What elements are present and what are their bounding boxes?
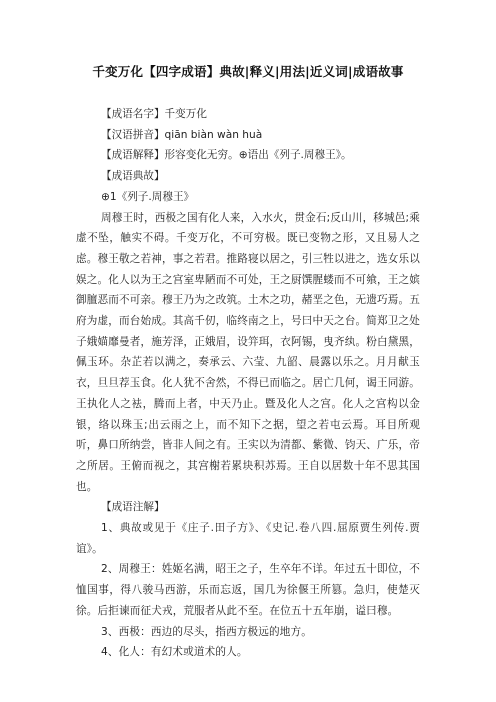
note-item-1: 1、典故或见于《庄子.田子方》、《史记.卷八四.屈原贾生列传.贾谊》。 xyxy=(76,522,420,555)
notes-heading: 【成语注解】 xyxy=(101,501,165,514)
document-body xyxy=(76,104,420,663)
note-item-4: 4、化人：有幻术或道术的人。 xyxy=(101,646,248,659)
story-paragraph: 周穆王时，西极之国有化人来，入水火，贯金石;反山川，移城邑;乘虚不坠，触实不碍。千变万化，不可穷极。既已变物之形，又且易人之虑。穆王敬之若神，事之若君。推路寝以居之，引三牲以进之，选女乐以娱之。化人以为王之宫室卑陋而不可处，王之厨馔腥蝼而不可飨，王之嫔御膻恶而不可亲。穆王乃为之改筑。土木之功，赭垩之色，无遗巧焉。五府为虚，而台始成。其高千仞，临终南之上，号曰中天之台。简郑卫之处子娥媌靡曼者，施芳泽，正娥眉，设笄珥，衣阿锡，曳齐纨。粉白黛黑，佩玉环。杂芷若以满之，奏承云、六莹、九韶、晨露以乐之。月月献玉衣，旦旦荐玉食。化人犹不舍然，不得已而临之。居亡几何，谒王同游。王执化人之袪，腾而上者，中天乃止。暨及化人之宫。化人之宫构以金银，络以珠玉;出云雨之上，而不知下之据，望之若屯云焉。耳目所观听，鼻口所纳尝，皆非人间之有。王实以为清都、紫微、钧天、广乐，帝之所居。王俯而视之，其宫榭若累块积苏焉。王自以居数十年不思其国也。 xyxy=(76,211,421,493)
note-item-2: 2、周穆王：姓姬名满，昭王之子，生卒年不详。年过五十即位，不恤国事，得八骏马西游，乐而忘返，国几为徐偃王所篡。急归，使楚灭徐。后拒谏而征犬戎，荒服者从此不至。在位五十五年崩，谥曰穆。 xyxy=(76,563,420,617)
document-title: 千变万化【四字成语】典故|释义|用法|近义词|成语故事 xyxy=(92,64,404,79)
explanation-line: 【成语解释】形容变化无穷。⊕语出《列子.周穆王》。 xyxy=(101,149,352,162)
note-item-3: 3、西极：西边的尽头，指西方极远的地方。 xyxy=(101,625,313,638)
idiom-name-line: 【成语名字】千变万化 xyxy=(101,108,207,120)
pinyin-line: 【汉语拼音】qiān biàn wàn huà xyxy=(101,128,263,141)
story-source: ⊕1《列子.周穆王》 xyxy=(101,190,195,203)
story-heading: 【成语典故】 xyxy=(101,170,165,183)
